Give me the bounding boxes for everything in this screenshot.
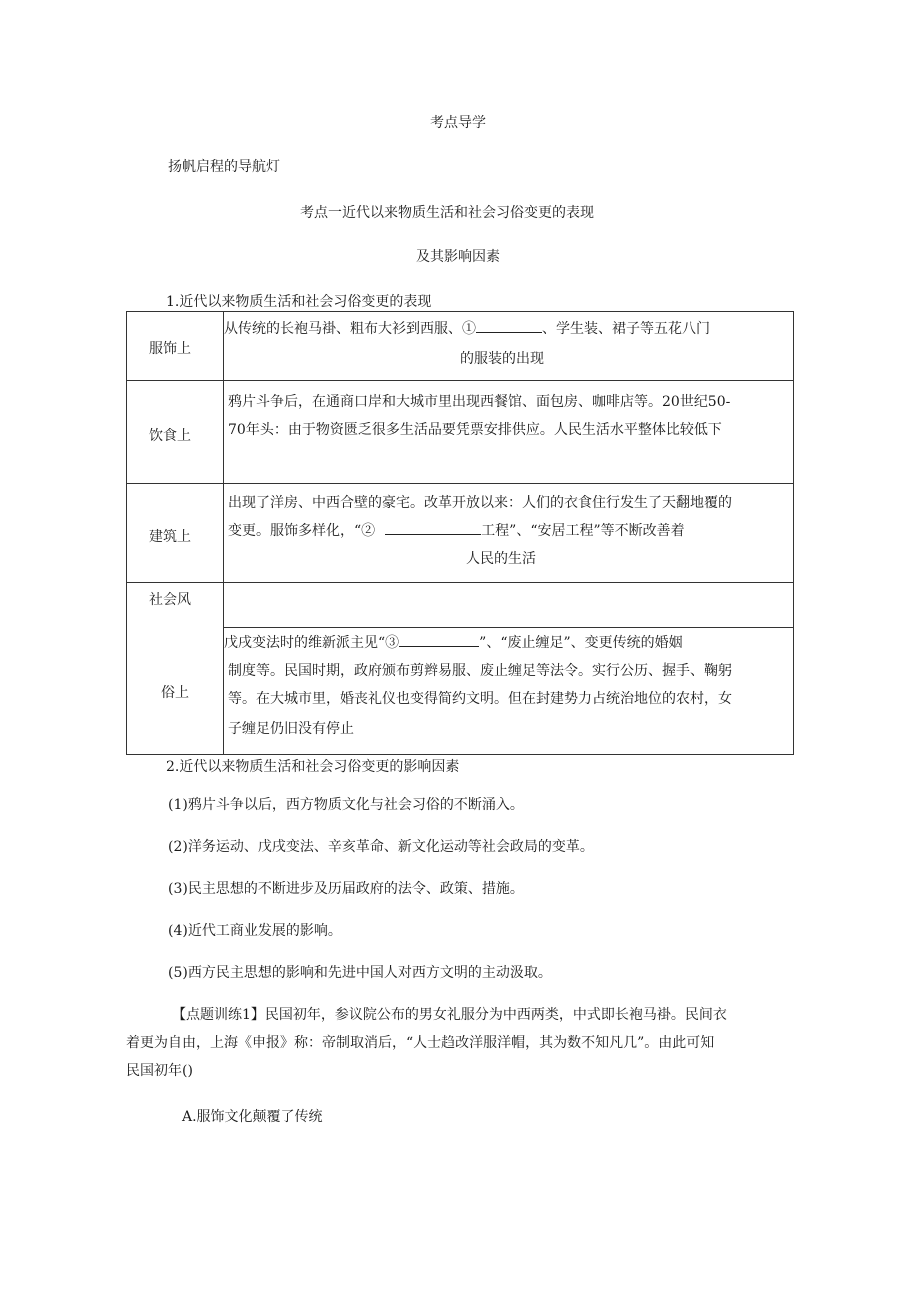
- row-label: 饮食上: [149, 428, 191, 444]
- row-label: 建筑上: [149, 529, 191, 545]
- row-content-line: 70年头：由于物资匮乏很多生活品要凭票安排供应。人民生活水平整体比较低下: [228, 422, 722, 438]
- table-row-architecture: [127, 484, 794, 583]
- row-content-cell: [224, 381, 794, 484]
- fill-blank-3[interactable]: [399, 632, 479, 647]
- section-heading-line2: 及其影响因素: [416, 249, 500, 265]
- page-subtitle: 扬帆启程的导航灯: [168, 159, 280, 175]
- list-item: (5)西方民主思想的影响和先进中国人对西方文明的主动汲取。: [168, 965, 552, 981]
- list-item: (3)民主思想的不断进步及历届政府的法令、政策、措施。: [168, 881, 524, 897]
- option-a[interactable]: A.服饰文化颠覆了传统: [182, 1109, 323, 1125]
- row-label-bottom: 俗上: [161, 684, 189, 701]
- exercise-line: 民国初年(): [126, 1063, 193, 1079]
- exercise-line: 【点题训练1】民国初年，参议院公布的男女礼服分为中西两类，中式即长袍马褂。民间衣: [172, 1007, 727, 1023]
- row-empty-cell: [224, 583, 794, 628]
- table-row-customs-content: [127, 628, 794, 755]
- list-item: (2)洋务运动、戊戌变法、辛亥革命、新文化运动等社会政局的变革。: [168, 839, 594, 855]
- row-content-line: 出现了洋房、中西合壁的豪宅。改革开放以来：人们的衣食住行发生了天翻地覆的: [228, 495, 732, 511]
- list-item: (1)鸦片斗争以后，西方物质文化与社会习俗的不断涌入。: [168, 797, 524, 813]
- row-content-line: 制度等。民国时期，政府颁布剪辫易服、废止缠足等法令。实行公历、握手、鞠躬: [228, 663, 732, 679]
- row-content-line: 变更。服饰多样化，“② 工程”、“安居工程”等不断改善着: [228, 520, 685, 540]
- table-row-food: [127, 381, 794, 484]
- row-content-line: 戊戌变法时的维新派主见“③ ”、“废止缠足”、变更传统的婚姻: [224, 632, 683, 652]
- row-label-cell: [127, 381, 224, 484]
- fill-blank-2[interactable]: [385, 520, 481, 535]
- row-label-cell: [127, 628, 224, 755]
- table-row-clothing: [127, 312, 794, 381]
- row-label-top: 社会风: [149, 592, 191, 608]
- fill-blank-1[interactable]: [476, 318, 542, 333]
- list-item: (4)近代工商业发展的影响。: [168, 923, 342, 939]
- row-label-cell: [127, 583, 224, 628]
- row-content-cell: [224, 312, 794, 381]
- row-label: 服饰上: [149, 341, 191, 357]
- section-heading-line1: 考点一近代以来物质生活和社会习俗变更的表现: [300, 205, 594, 221]
- part1-heading: 1.近代以来物质生活和社会习俗变更的表现: [166, 294, 432, 310]
- row-content-line: 等。在大城市里，婚丧礼仪也变得简约文明。但在封建势力占统治地位的农村，女: [228, 691, 732, 707]
- row-label-cell: [127, 312, 224, 381]
- table-row-customs: [127, 583, 794, 628]
- row-content-line: 从传统的长袍马褂、粗布大衫到西服、① 、学生装、裙子等五花八门: [224, 318, 710, 338]
- exercise-line: 着更为自由，上海《申报》称：帝制取消后，“人士趋改洋服洋帽，其为数不知凡几”。由此可知: [126, 1035, 715, 1051]
- row-content-cell: [224, 484, 794, 583]
- page-title: 考点导学: [430, 115, 486, 131]
- row-content-cell: [224, 628, 794, 755]
- row-content-line: 的服装的出现: [460, 351, 544, 367]
- row-content-line: 子缠足仍旧没有停止: [228, 721, 354, 737]
- row-content-line: 鸦片斗争后，在通商口岸和大城市里出现西餐馆、面包房、咖啡店等。20世纪50-: [228, 394, 731, 410]
- part2-heading: 2.近代以来物质生活和社会习俗变更的影响因素: [166, 759, 460, 775]
- changes-table: [126, 311, 794, 755]
- row-content-line: 人民的生活: [466, 551, 536, 567]
- row-label-cell: [127, 484, 224, 583]
